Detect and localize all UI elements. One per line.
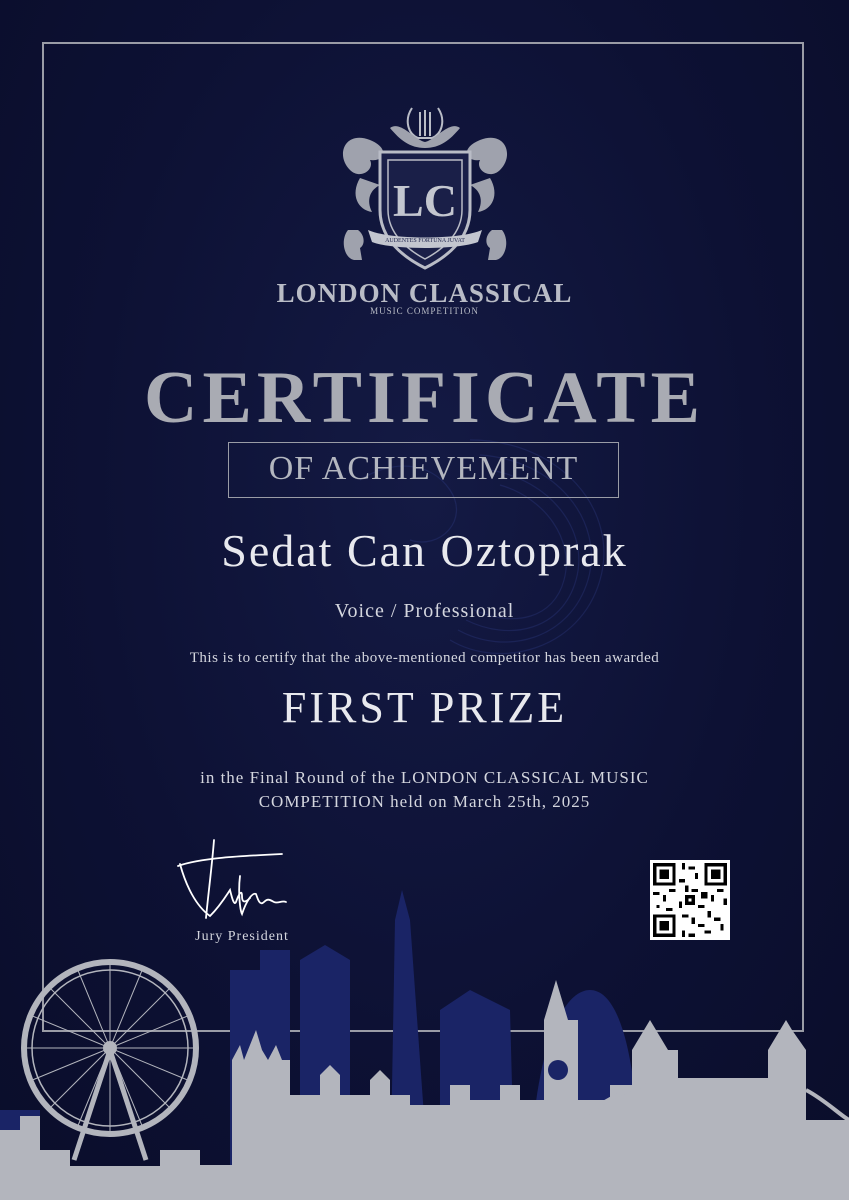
detail-line-2: COMPETITION held on March 25th, 2025 [258,792,591,811]
london-skyline-icon [0,880,849,1200]
competition-category: Voice / Professional [334,600,515,622]
brand-subtitle: MUSIC COMPETITION [370,306,479,316]
svg-text:LC: LC [393,175,457,226]
jury-president-label: Jury President [195,929,289,944]
brand-name: LONDON CLASSICAL [276,278,573,308]
recipient-name: Sedat Can Oztoprak [221,525,628,576]
certify-statement: This is to certify that the above-mentioned competitor has been awarded [189,650,660,666]
certificate-subtitle-box: OF ACHIEVEMENT [228,442,619,498]
detail-line-1: in the Final Round of the LONDON CLASSICAL MUSIC [200,768,649,787]
award-prize: FIRST PRIZE [281,683,568,732]
crest-logo-icon [330,100,520,280]
competition-detail [0,766,849,814]
svg-text:AUDENTES FORTUNA JUVAT: AUDENTES FORTUNA JUVAT [385,238,465,244]
certificate-title: CERTIFICATE [144,357,705,439]
